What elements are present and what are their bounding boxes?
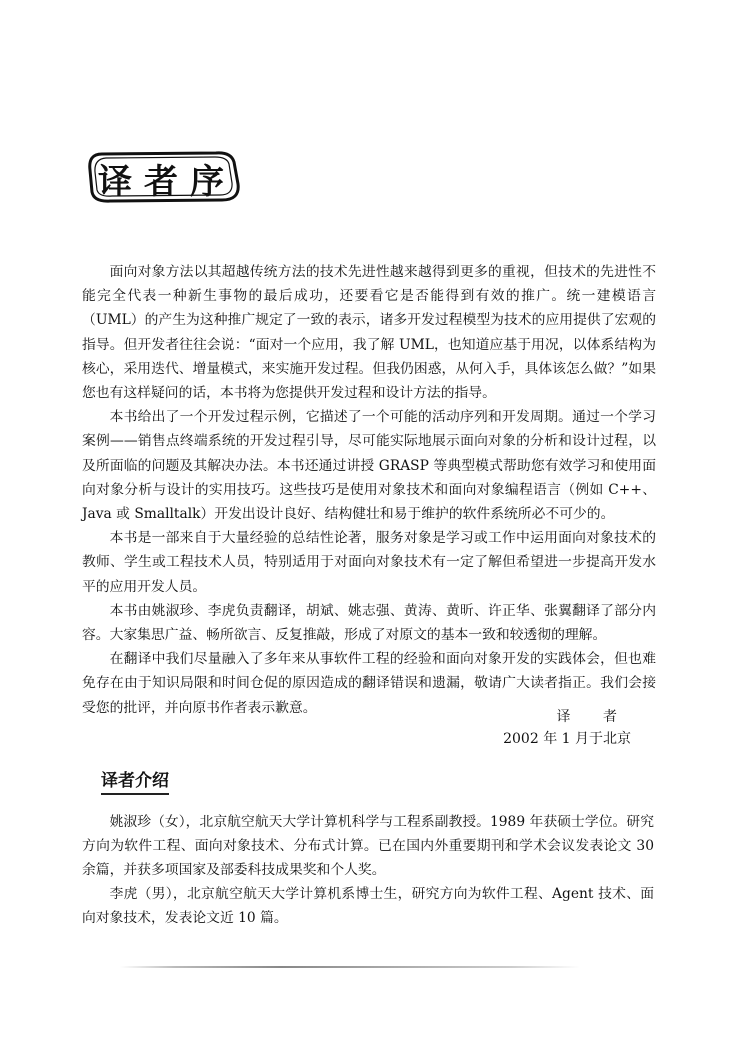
- preface-paragraph-3: 本书是一部来自于大量经验的总结性论著，服务对象是学习或工作中运用面向对象技术的教师、学生或工程技术人员，特别适用于对面向对象技术有一定了解但希望进一步提高开发水平的应用开发人员。: [82, 530, 656, 595]
- preface-paragraph-1: 面向对象方法以其超越传统方法的技术先进性越来越得到更多的重视，但技术的先进性不能完全代表一种新生事物的最后成功，还要看它是否能得到有效的推广。统一建模语言（UML）的产生为这种推广规定了一致的表示，诸多开发过程模型为技术的应用提供了宏观的指导。但开发者往往会说：“面对一个应用，我了解 UML，也知道应基于用况，以体系结构为核心，采用迭代、增量模式，来实施开发过程。但我仍困惑，从何入手，具体该怎么做？”如果您也有这样疑问的话，本书将为您提供开发过程和设计方法的指导。: [82, 264, 656, 402]
- scan-artifact-line: [120, 966, 580, 968]
- preface-paragraph-5: 在翻译中我们尽量融入了多年来从事软件工程的经验和面向对象开发的实践体会，但也难免存在由于知识局限和时间仓促的原因造成的翻译错误和遗漏，敬请广大读者指正。我们会接受您的批评，并向原书作者表示歉意。: [82, 651, 656, 716]
- translator-bio-2: 李虎（男），北京航空航天大学计算机系博士生，研究方向为软件工程、Agent 技术、面向对象技术，发表论文近 10 篇。: [82, 886, 654, 926]
- translator-bio-1: 姚淑珍（女），北京航空航天大学计算机科学与工程系副教授。1989 年获硕士学位。研究方向为软件工程、面向对象技术、分布式计算。已在国内外重要期刊和学术会议发表论文 30 余篇，并获多项国家及部委科技成果奖和个人奖。: [82, 814, 654, 878]
- preface-body: [82, 260, 656, 720]
- preface-date: 2002 年 1 月于北京: [503, 731, 631, 747]
- preface-paragraph-4: 本书由姚淑珍、李虎负责翻译，胡斌、姚志强、黄涛、黄昕、许正华、张翼翻译了部分内容。大家集思广益、畅所欲言、反复推敲，形成了对原文的基本一致和较透彻的理解。: [82, 602, 656, 644]
- preface-signature: 译 者: [556, 709, 631, 725]
- page-title-badge: [84, 148, 244, 206]
- translators-bios: [82, 810, 654, 930]
- preface-paragraph-2: 本书给出了一个开发过程示例，它描述了一个可能的活动序列和开发周期。通过一个学习案例——销售点终端系统的开发过程引导，尽可能实际地展示面向对象的分析和设计过程，以及所面临的问题及其解决办法。本书还通过讲授 GRASP 等典型模式帮助您有效学习和使用面向对象分析与设计的实用技巧。这些技巧是使用对象技术和面向对象编程语言（例如 C++、Java 或 Smalltalk）开发出设计良好、结构健壮和易于维护的软件系统所必不可少的。: [82, 409, 656, 523]
- translators-heading: 译者介绍: [101, 766, 169, 795]
- page-title: 译者序: [98, 162, 236, 202]
